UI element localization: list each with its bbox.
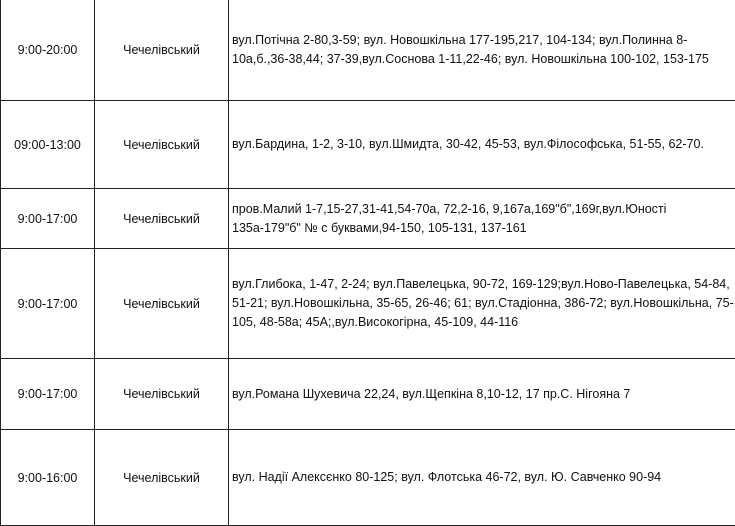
streets-cell: пров.Малий 1-7,15-27,31-41,54-70а, 72,2-16, 9,167а,169"б",169г,вул.Юності 135а-179"б" № с буквами,94-150, 105-131, 137-161 xyxy=(229,189,735,249)
district-cell: Чечелівський xyxy=(95,430,229,526)
district-cell: Чечелівський xyxy=(95,249,229,359)
streets-cell: вул.Бардина, 1-2, 3-10, вул.Шмидта, 30-42, 45-53, вул.Філософська, 51-55, 62-70. xyxy=(229,101,735,189)
table-row xyxy=(1,101,735,189)
table-row xyxy=(1,249,735,359)
district-cell: Чечелівський xyxy=(95,359,229,430)
time-cell: 9:00-17:00 xyxy=(1,249,95,359)
table-row xyxy=(1,189,735,249)
time-cell: 9:00-20:00 xyxy=(1,0,95,101)
table-row xyxy=(1,0,735,101)
streets-cell: вул.Глибока, 1-47, 2-24; вул.Павелецька, 90-72, 169-129;вул.Ново-Павелецька, 54-84, 51-21; вул.Новошкільна, 35-65, 26-46; 61; вул.Стадіонна, 386-72; вул.Новошкільна, 75-105, 48-58а; 45А;,вул.Високогірна, 45-109, 44-116 xyxy=(229,249,735,359)
streets-cell: вул.Романа Шухевича 22,24, вул.Щепкіна 8,10-12, 17 пр.С. Нігояна 7 xyxy=(229,359,735,430)
time-cell: 9:00-17:00 xyxy=(1,189,95,249)
district-cell: Чечелівський xyxy=(95,189,229,249)
district-cell: Чечелівський xyxy=(95,0,229,101)
time-cell: 09:00-13:00 xyxy=(1,101,95,189)
district-cell: Чечелівський xyxy=(95,101,229,189)
time-cell: 9:00-16:00 xyxy=(1,430,95,526)
time-cell: 9:00-17:00 xyxy=(1,359,95,430)
table-row xyxy=(1,359,735,430)
streets-cell: вул.Потічна 2-80,3-59; вул. Новошкільна 177-195,217, 104-134; вул.Полинна 8-10а,б.,36-38,44; 37-39,вул.Соснова 1-11,22-46; вул. Новошкільна 100-102, 153-175 xyxy=(229,0,735,101)
streets-cell: вул. Надії Алексєнко 80-125; вул. Флотська 46-72, вул. Ю. Савченко 90-94 xyxy=(229,430,735,526)
table-row xyxy=(1,430,735,526)
